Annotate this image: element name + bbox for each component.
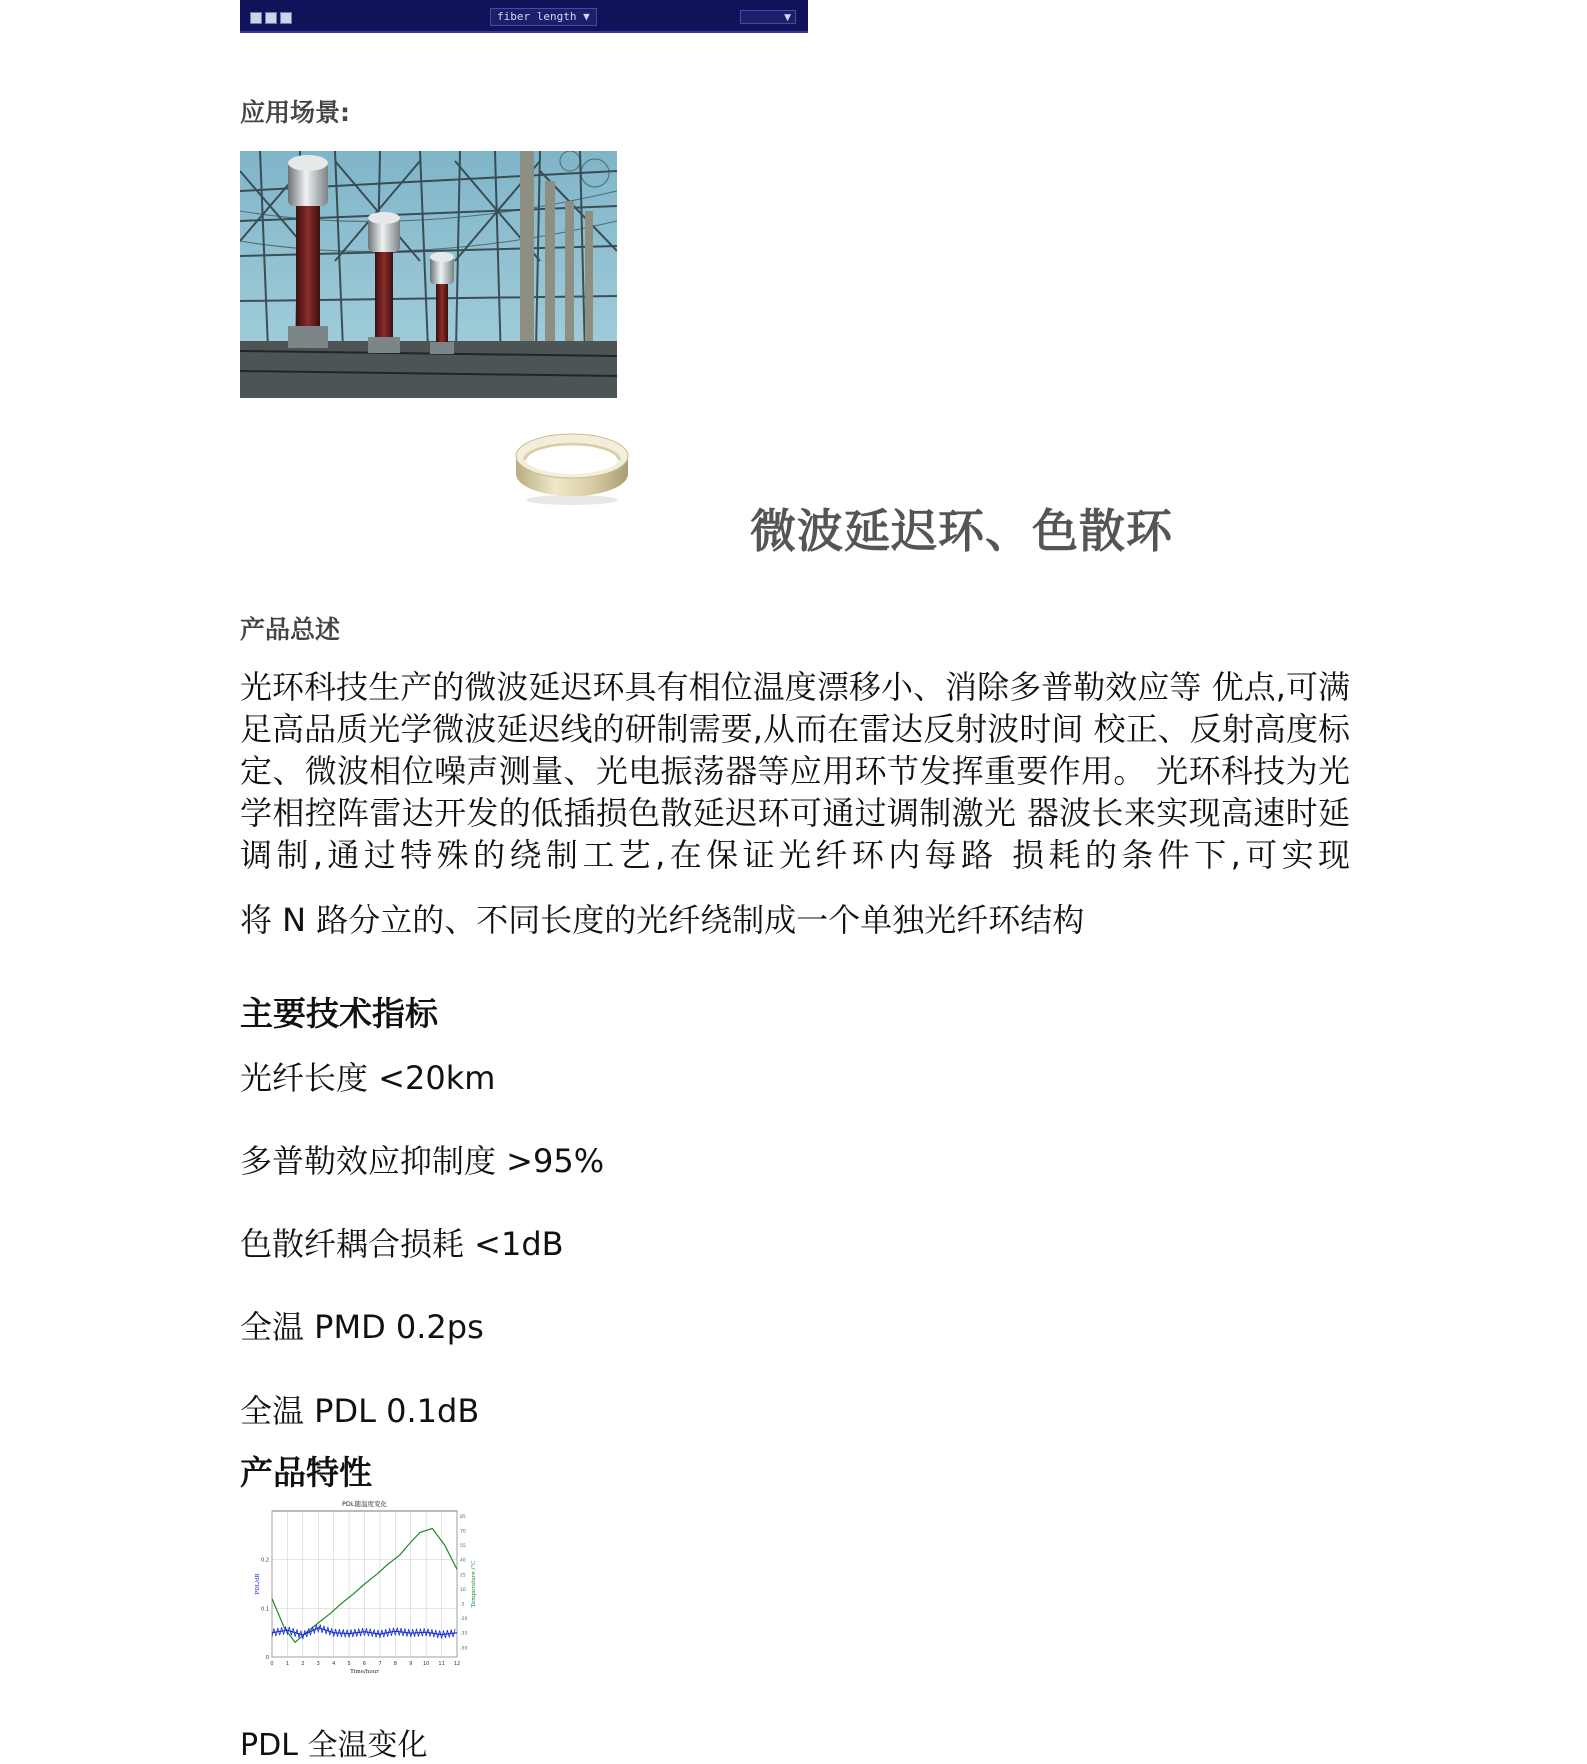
x-tick-label: 9 — [409, 1661, 413, 1667]
x-tick-label: 2 — [301, 1661, 305, 1667]
chart-toolbar — [240, 0, 808, 33]
fiber-length-select[interactable]: fiber length ▼ — [490, 8, 597, 26]
x-tick-label: 7 — [378, 1661, 382, 1667]
x-tick-label: 12 — [453, 1661, 461, 1667]
pdl-temperature-chart — [252, 1497, 480, 1683]
tool-icon[interactable] — [280, 12, 292, 24]
chart-caption: PDL 全温变化 — [240, 1728, 428, 1763]
overview-heading: 产品总述 — [240, 615, 341, 644]
y2-axis-label: Temperature /°C — [471, 1560, 477, 1608]
overview-last-line: 将 N 路分立的、不同长度的光纤绕制成一个单独光纤环结构 — [240, 901, 1085, 939]
spec-item: 色散纤耦合损耗 <1dB — [240, 1225, 564, 1263]
y2-tick-label: 70 — [460, 1529, 466, 1535]
tool-icon[interactable] — [265, 12, 277, 24]
unit-select[interactable]: ▼ — [740, 10, 796, 24]
y2-tick-label: 10 — [460, 1587, 466, 1593]
y-tick-label: 0 — [265, 1655, 269, 1661]
x-tick-label: 6 — [362, 1661, 367, 1667]
y2-tick-label: -5 — [460, 1602, 465, 1608]
y2-tick-label: -50 — [460, 1646, 468, 1652]
y-tick-label: 0.2 — [261, 1557, 269, 1564]
specs-heading: 主要技术指标 — [240, 994, 438, 1033]
overview-paragraph: 光环科技生产的微波延迟环具有相位温度漂移小、消除多普勒效应等 优点,可满足高品质光学微波延迟线的研制需要,从而在雷达反射波时间 校正、反射高度标定、微波相位噪声测量、光电振荡器等应用环节发挥重要作用。 光环科技为光学相控阵雷达开发的低插损色散延迟环可通过调制激光 器波长来实现高速时延调制,通过特殊的绕制工艺,在保证光纤环内每路 损耗的条件下,可实现 — [240, 668, 1350, 874]
tool-icon[interactable] — [250, 12, 262, 24]
x-tick-label: 0 — [270, 1661, 274, 1667]
spec-item: 全温 PMD 0.2ps — [240, 1308, 484, 1346]
x-tick-label: 4 — [332, 1661, 336, 1667]
chart-title: PDL随温度变化 — [341, 1500, 388, 1508]
features-heading: 产品特性 — [240, 1453, 372, 1492]
toolbar-icons — [250, 12, 292, 24]
y2-tick-label: -20 — [460, 1617, 468, 1623]
y2-tick-label: 85 — [460, 1514, 466, 1520]
y-tick-label: 0.1 — [261, 1606, 269, 1613]
y2-tick-label: -35 — [460, 1631, 468, 1637]
y2-tick-label: 55 — [460, 1544, 466, 1550]
x-tick-label: 3 — [316, 1661, 320, 1667]
spec-item: 多普勒效应抑制度 >95% — [240, 1142, 605, 1180]
x-tick-label: 10 — [422, 1661, 430, 1667]
x-tick-label: 11 — [438, 1661, 445, 1667]
substation-photo — [240, 151, 617, 398]
spec-item: 光纤长度 <20km — [240, 1059, 496, 1097]
y-axis-label: PDL/dB — [255, 1573, 261, 1595]
x-axis-label: Time/hour — [350, 1669, 379, 1675]
spec-item: 全温 PDL 0.1dB — [240, 1392, 480, 1430]
x-tick-label: 8 — [393, 1661, 397, 1667]
scenario-heading: 应用场景: — [240, 98, 350, 127]
x-tick-label: 1 — [285, 1661, 290, 1667]
y2-tick-label: 25 — [460, 1573, 466, 1579]
fiber-ring-image — [510, 426, 630, 506]
x-tick-label: 5 — [347, 1661, 351, 1667]
product-title: 微波延迟环、色散环 — [750, 504, 1173, 558]
y2-tick-label: 40 — [460, 1558, 466, 1564]
